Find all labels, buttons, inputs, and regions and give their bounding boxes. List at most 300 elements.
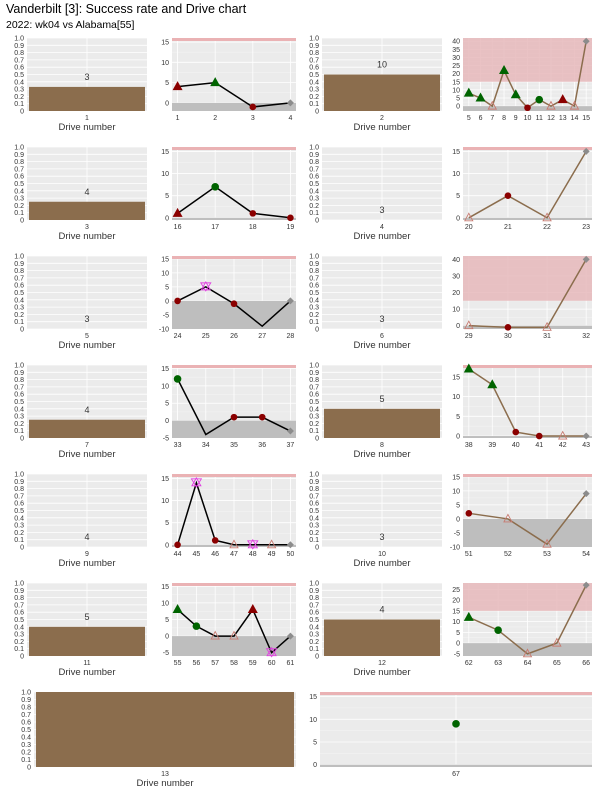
chart-subtitle: 2022: wk04 vs Alabama[55]	[6, 19, 135, 31]
play-marker-success-dot	[535, 96, 543, 104]
bar-ytick-label: 0.7	[309, 275, 319, 283]
bar-ytick-label: 0.2	[309, 529, 319, 537]
play-tick-label: 28	[286, 333, 295, 340]
play-tick-label: 55	[173, 660, 182, 667]
bar-ytick-label: 0.2	[21, 749, 31, 757]
play-tick-label: 53	[543, 551, 551, 558]
play-marker-fail-dot	[466, 510, 473, 517]
line-ytick-label: 5	[456, 95, 460, 103]
line-ytick-label: 30	[452, 54, 460, 62]
drive-tick-label: 1	[85, 115, 89, 122]
bar-ytick-label: 1.0	[14, 580, 24, 588]
bar-ytick-label: 0.8	[14, 159, 24, 167]
bar-ytick-label: 0.9	[14, 42, 24, 50]
bar-ytick-label: 0.3	[14, 413, 24, 421]
bar-ytick-label: 0.8	[309, 268, 319, 276]
bar-ytick-label: 0.1	[309, 428, 319, 436]
bar-ytick-label: 0.7	[309, 384, 319, 392]
drive-panel-group-7	[14, 363, 296, 461]
play-marker-fail-dot	[231, 300, 238, 307]
bar-ytick-label: 0.5	[309, 72, 319, 79]
bar-ytick-label: 0.4	[14, 515, 24, 523]
bar-ytick-label: 0.5	[309, 181, 319, 188]
bar-ytick-label: 1.0	[14, 144, 24, 152]
bar-ytick-label: 0.6	[14, 64, 24, 72]
drive-panel-group-11	[14, 581, 296, 679]
bar-ytick-label: 0.4	[14, 297, 24, 305]
bar-ytick-label: 0.3	[14, 304, 24, 312]
plays-count-label: 3	[379, 532, 385, 542]
drive-axis-label: Drive number	[58, 340, 116, 351]
bar-ytick-label: 0.2	[309, 311, 319, 319]
bar-ytick-label: 0.5	[309, 399, 319, 406]
bar-ytick-label: 0.5	[14, 617, 24, 624]
drive-axis-label: Drive number	[58, 122, 116, 133]
play-marker-fail-dot	[231, 414, 238, 421]
play-tick-label: 2	[213, 115, 218, 122]
bar-ytick-label: 0.1	[309, 210, 319, 218]
bar-ytick-label: 0.6	[14, 282, 24, 290]
drive-panel-group-3	[14, 145, 296, 243]
play-tick-label: 58	[230, 660, 238, 667]
play-tick-label: 26	[230, 333, 238, 340]
bar-ytick-label: 0.1	[14, 537, 24, 545]
play-tick-label: 25	[201, 333, 210, 340]
play-tick-label: 57	[211, 660, 220, 667]
play-marker-fail-dot	[287, 214, 294, 221]
play-tick-label: 40	[511, 442, 520, 449]
bar-ytick-label: 0.1	[309, 537, 319, 545]
line-ytick-label: 5	[456, 629, 460, 637]
play-tick-label: 66	[582, 660, 591, 667]
bar-ytick-label: 0.7	[14, 384, 24, 392]
line-ytick-label: 0	[456, 516, 460, 524]
play-marker-fail-dot	[174, 298, 181, 305]
bar-ytick-label: 0.6	[14, 391, 24, 399]
bar-ytick-label: 0.5	[14, 181, 24, 188]
bar-ytick-label: 0.4	[14, 79, 24, 87]
line-ytick-label: 10	[309, 716, 317, 724]
bar-ytick-label: 0.4	[309, 79, 319, 87]
bar-ytick-label: 0.3	[309, 522, 319, 530]
play-tick-label: 61	[286, 660, 295, 667]
line-ytick-label: 5	[165, 617, 169, 624]
play-tick-label: 11	[535, 115, 543, 122]
bar-ytick-label: 0.8	[309, 50, 319, 58]
play-tick-label: 52	[504, 551, 512, 558]
line-ytick-label: 15	[161, 365, 169, 373]
bar-ytick-label: 0.2	[14, 638, 24, 646]
bar-ytick-label: 0.3	[309, 413, 319, 421]
chart-title: Vanderbilt [3]: Success rate and Drive chart	[6, 2, 247, 16]
danger-zone	[463, 256, 592, 301]
play-tick-label: 42	[558, 442, 567, 449]
bar-ytick-label: 0.2	[309, 93, 319, 101]
drive-tick-label: 10	[378, 551, 386, 558]
bar-ytick-label: 0	[20, 653, 24, 661]
bar-ytick-label: 0.6	[14, 500, 24, 508]
bar-ytick-label: 0.3	[309, 86, 319, 94]
success-rate-bar	[29, 87, 145, 111]
bar-ytick-label: 0.2	[14, 420, 24, 428]
line-ytick-label: 10	[161, 59, 169, 67]
plays-count-label: 5	[379, 393, 385, 404]
bar-ytick-label: 0	[27, 764, 31, 772]
drive-axis-label: Drive number	[353, 122, 411, 133]
bar-ytick-label: 1.0	[309, 253, 319, 261]
bar-ytick-label: 1.0	[309, 580, 319, 588]
line-panel-bg	[172, 38, 296, 111]
bar-ytick-label: 0.5	[14, 290, 24, 297]
drive-tick-label: 13	[161, 771, 169, 778]
bar-ytick-label: 1.0	[309, 35, 319, 43]
drive-panel-group-6	[309, 254, 592, 352]
bar-ytick-label: 0.1	[14, 319, 24, 327]
line-ytick-label: 0	[456, 323, 460, 331]
drive-axis-label: Drive number	[58, 558, 116, 569]
bar-ytick-label: 1.0	[14, 35, 24, 43]
line-ytick-label: 0	[456, 640, 460, 648]
bar-ytick-label: 0.1	[309, 319, 319, 327]
line-ytick-label: 0	[165, 215, 169, 223]
bar-ytick-label: 0.3	[309, 631, 319, 639]
bar-ytick-label: 0.7	[14, 57, 24, 65]
line-ytick-label: 0	[165, 418, 169, 426]
bar-ytick-label: 0.5	[14, 72, 24, 79]
play-tick-label: 12	[547, 115, 555, 122]
line-ytick-label: 20	[452, 597, 460, 605]
line-ytick-label: 10	[452, 306, 460, 314]
success-rate-bar	[324, 409, 440, 438]
bar-ytick-label: 0.2	[14, 311, 24, 319]
play-tick-label: 9	[513, 115, 518, 122]
bar-ytick-label: 0.7	[14, 493, 24, 501]
play-marker-success-dot	[174, 375, 182, 383]
plays-count-label: 4	[84, 532, 90, 542]
bar-ytick-label: 0.4	[21, 734, 31, 742]
drive-axis-label: Drive number	[136, 778, 194, 789]
line-ytick-label: 35	[452, 46, 460, 54]
play-tick-label: 21	[504, 224, 512, 231]
bar-ytick-label: 0.9	[14, 151, 24, 159]
bar-ytick-label: 0.5	[14, 399, 24, 406]
bar-ytick-label: 0.5	[309, 290, 319, 297]
bar-ytick-label: 1.0	[309, 144, 319, 152]
drive-panel-group-4	[309, 145, 592, 243]
line-ytick-label: 10	[161, 600, 169, 608]
play-tick-label: 5	[466, 115, 471, 122]
play-tick-label: 19	[286, 224, 295, 231]
drive-panel-group-8	[309, 363, 592, 461]
bar-ytick-label: 0.8	[14, 268, 24, 276]
bar-ytick-label: 0.1	[14, 428, 24, 436]
play-tick-label: 24	[173, 333, 182, 340]
bar-ytick-label: 1.0	[14, 362, 24, 370]
line-ytick-label: 10	[452, 171, 460, 179]
line-ytick-label: 0	[165, 542, 169, 550]
line-ytick-label: 10	[452, 87, 460, 95]
bar-ytick-label: 0.7	[309, 57, 319, 65]
bar-ytick-label: 0.5	[14, 508, 24, 515]
line-ytick-label: 10	[161, 171, 169, 179]
line-ytick-label: 5	[165, 520, 169, 528]
success-rate-bar	[36, 692, 294, 767]
negative-region	[463, 519, 592, 547]
line-ytick-label: 5	[165, 193, 169, 201]
play-tick-label: 47	[230, 551, 238, 558]
play-tick-label: 4	[288, 115, 293, 122]
bar-ytick-label: 0	[315, 326, 319, 334]
drive-axis-label: Drive number	[353, 558, 411, 569]
bar-ytick-label: 0.3	[14, 86, 24, 94]
success-rate-bar	[324, 75, 440, 112]
bar-ytick-label: 0.8	[309, 377, 319, 385]
bar-ytick-label: 0.2	[309, 638, 319, 646]
line-ytick-label: 20	[452, 71, 460, 79]
bar-ytick-label: 0	[20, 435, 24, 443]
bar-ytick-label: 1.0	[21, 689, 31, 697]
bar-ytick-label: 0.2	[309, 420, 319, 428]
bar-ytick-label: 0.7	[14, 602, 24, 610]
bar-ytick-label: 0	[315, 108, 319, 116]
play-tick-label: 51	[464, 551, 473, 558]
bar-ytick-label: 0.2	[14, 202, 24, 210]
play-marker-fail-dot	[524, 104, 531, 111]
bar-ytick-label: 0.9	[309, 260, 319, 268]
bar-ytick-label: 0.1	[14, 646, 24, 654]
play-tick-label: 22	[543, 224, 551, 231]
line-ytick-label: 15	[161, 148, 169, 156]
play-tick-label: 1	[175, 115, 180, 122]
line-ytick-label: 40	[452, 38, 460, 46]
play-tick-label: 56	[192, 660, 201, 667]
danger-zone-strip	[172, 474, 296, 477]
bar-ytick-label: 0.5	[309, 617, 319, 624]
play-marker-success-dot	[452, 720, 460, 728]
play-tick-label: 35	[230, 442, 238, 449]
bar-ytick-label: 0.4	[309, 188, 319, 196]
play-tick-label: 30	[504, 333, 512, 340]
play-marker-fail-dot	[250, 210, 257, 217]
line-ytick-label: 10	[161, 270, 169, 278]
line-ytick-label: 15	[452, 608, 460, 616]
play-tick-label: 29	[464, 333, 473, 340]
bar-ytick-label: 0.6	[309, 173, 319, 181]
line-ytick-label: 10	[161, 498, 169, 506]
plays-count-label: 4	[84, 404, 90, 415]
danger-zone-strip	[463, 365, 592, 368]
play-tick-label: 62	[464, 660, 473, 667]
line-ytick-label: -5	[453, 651, 460, 659]
drive-tick-label: 8	[380, 442, 384, 449]
danger-zone-strip	[320, 692, 592, 695]
bar-ytick-label: 0.9	[21, 697, 31, 704]
play-tick-label: 48	[248, 551, 257, 558]
bar-ytick-label: 0.6	[309, 500, 319, 508]
play-tick-label: 46	[211, 551, 220, 558]
play-tick-label: 49	[267, 551, 276, 558]
bar-ytick-label: 0.8	[14, 486, 24, 494]
drive-axis-label: Drive number	[58, 667, 116, 678]
line-panel-bg	[172, 147, 296, 220]
play-tick-label: 44	[173, 551, 182, 558]
bar-ytick-label: 0.4	[309, 297, 319, 305]
bar-ytick-label: 0.9	[309, 369, 319, 377]
plays-count-label: 4	[379, 604, 385, 615]
line-ytick-label: -5	[162, 435, 169, 443]
play-marker-fail-dot	[536, 433, 543, 440]
line-panel-bg	[463, 147, 592, 220]
negative-region	[463, 218, 592, 220]
success-rate-bar	[29, 202, 145, 220]
line-ytick-label: 5	[456, 413, 460, 421]
danger-zone-strip	[172, 583, 296, 586]
negative-region	[172, 218, 296, 220]
drive-panel-group-9	[14, 472, 296, 570]
line-ytick-label: 0	[165, 100, 169, 108]
bar-ytick-label: 0.4	[309, 515, 319, 523]
play-marker-fail-dot	[512, 429, 519, 436]
bar-ytick-label: 0.6	[14, 173, 24, 181]
line-ytick-label: 0	[456, 103, 460, 111]
drive-tick-label: 4	[380, 224, 384, 231]
bar-ytick-label: 0.4	[309, 624, 319, 632]
plays-count-label: 10	[376, 59, 388, 70]
bar-ytick-label: 0.6	[14, 609, 24, 617]
line-ytick-label: -10	[158, 326, 169, 334]
play-tick-label: 39	[488, 442, 497, 449]
bar-ytick-label: 0.9	[309, 587, 319, 595]
bar-ytick-label: 0.8	[21, 704, 31, 712]
bar-ytick-label: 0.1	[14, 210, 24, 218]
plays-count-label: 5	[84, 611, 90, 622]
drive-tick-label: 3	[85, 224, 89, 231]
bar-ytick-label: 0.6	[309, 282, 319, 290]
bar-ytick-label: 0.7	[14, 166, 24, 174]
bar-ytick-label: 1.0	[14, 471, 24, 479]
drive-tick-label: 5	[85, 333, 89, 340]
line-panel-bg	[463, 365, 592, 438]
line-ytick-label: 5	[456, 502, 460, 510]
bar-ytick-label: 0.4	[309, 406, 319, 414]
drive-axis-label: Drive number	[353, 449, 411, 460]
play-marker-fail-dot	[212, 537, 219, 544]
bar-ytick-label: 1.0	[309, 471, 319, 479]
line-ytick-label: 10	[452, 394, 460, 402]
bar-ytick-label: 0.9	[309, 42, 319, 50]
drive-tick-label: 9	[85, 551, 89, 558]
line-ytick-label: 40	[452, 256, 460, 264]
line-ytick-label: 5	[456, 193, 460, 201]
bar-ytick-label: 0.9	[309, 151, 319, 159]
play-tick-label: 60	[267, 660, 276, 667]
drive-axis-label: Drive number	[353, 340, 411, 351]
drive-axis-label: Drive number	[58, 231, 116, 242]
bar-ytick-label: 0.3	[309, 304, 319, 312]
line-ytick-label: 15	[161, 256, 169, 264]
line-ytick-label: -10	[449, 544, 460, 552]
danger-zone	[463, 38, 592, 82]
bar-ytick-label: 0	[315, 217, 319, 225]
line-ytick-label: 0	[165, 298, 169, 306]
line-ytick-label: 25	[452, 63, 460, 71]
play-marker-fail-dot	[174, 541, 181, 548]
play-marker-fail-dot	[505, 192, 512, 199]
drive-tick-label: 12	[378, 660, 386, 667]
play-tick-label: 7	[490, 115, 495, 122]
bar-ytick-label: 0.3	[14, 631, 24, 639]
drive-axis-label: Drive number	[58, 449, 116, 460]
drive-panel-group-10	[309, 472, 592, 570]
bar-ytick-label: 0	[20, 108, 24, 116]
drive-panel-group-12	[309, 581, 592, 679]
danger-zone-strip	[172, 38, 296, 41]
bar-ytick-label: 0.1	[309, 101, 319, 109]
bar-ytick-label: 0.2	[14, 529, 24, 537]
bar-ytick-label: 0.8	[309, 159, 319, 167]
bar-ytick-label: 0.4	[14, 406, 24, 414]
line-ytick-label: 15	[452, 374, 460, 382]
play-tick-label: 67	[452, 771, 460, 778]
play-tick-label: 64	[523, 660, 532, 667]
play-tick-label: 16	[173, 224, 182, 231]
bar-ytick-label: 0.7	[309, 166, 319, 174]
play-tick-label: 59	[248, 660, 257, 667]
line-ytick-label: 0	[456, 215, 460, 223]
line-ytick-label: -5	[162, 650, 169, 658]
play-tick-label: 17	[211, 224, 220, 231]
play-tick-label: 8	[502, 115, 506, 122]
play-tick-label: 34	[201, 442, 210, 449]
line-ytick-label: 5	[165, 284, 169, 292]
bar-ytick-label: 0.6	[309, 609, 319, 617]
play-tick-label: 54	[582, 551, 591, 558]
line-ytick-label: 10	[452, 619, 460, 627]
play-tick-label: 31	[543, 333, 551, 340]
bar-ytick-label: 0.2	[14, 93, 24, 101]
line-ytick-label: -5	[453, 530, 460, 538]
bar-ytick-label: 0.7	[309, 602, 319, 610]
play-tick-label: 38	[464, 442, 473, 449]
play-tick-label: 18	[248, 224, 257, 231]
plays-count-label: 3	[84, 71, 90, 82]
bar-ytick-label: 1.0	[14, 253, 24, 261]
bar-ytick-label: 0.7	[309, 493, 319, 501]
bar-ytick-label: 0	[315, 653, 319, 661]
play-tick-label: 45	[192, 551, 201, 558]
bar-ytick-label: 0.9	[14, 478, 24, 486]
danger-zone-strip	[172, 365, 296, 368]
line-ytick-label: 10	[161, 383, 169, 391]
bar-ytick-label: 0	[315, 544, 319, 552]
drive-panel-group-13	[21, 690, 592, 790]
plays-count-label: 4	[84, 186, 90, 197]
plays-count-label: 3	[379, 205, 385, 215]
bar-ytick-label: 0.7	[14, 275, 24, 283]
play-marker-fail-dot	[250, 104, 257, 111]
bar-ytick-label: 0.1	[21, 757, 31, 764]
line-ytick-label: 0	[456, 433, 460, 441]
line-ytick-label: 15	[452, 79, 460, 87]
bar-ytick-label: 0.7	[21, 712, 31, 719]
play-tick-label: 13	[558, 115, 567, 122]
bar-ytick-label: 0.3	[14, 522, 24, 530]
play-marker-fail-dot	[505, 324, 512, 331]
line-ytick-label: 30	[452, 273, 460, 281]
danger-zone-strip	[172, 147, 296, 150]
success-rate-bar	[29, 420, 145, 438]
line-ytick-label: 5	[313, 739, 317, 747]
